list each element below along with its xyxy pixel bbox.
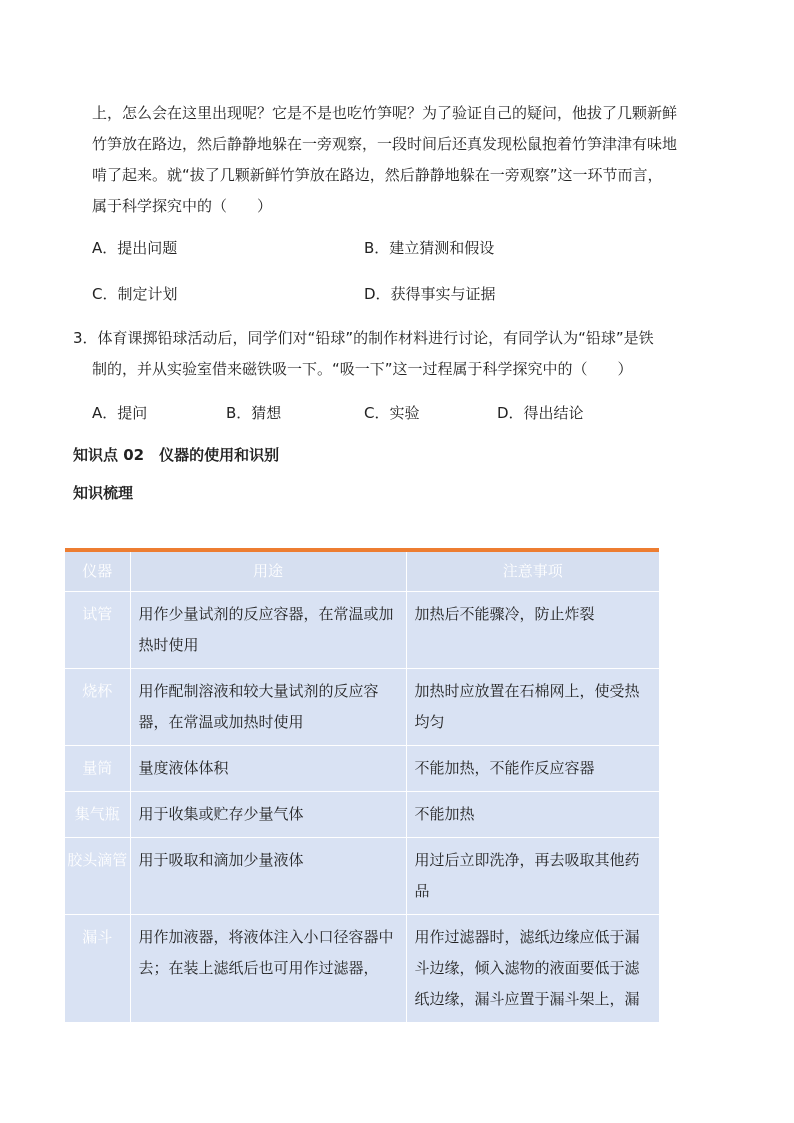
- question-2-option-b: B．建立猜测和假设: [364, 239, 495, 257]
- table-row: [65, 915, 659, 1023]
- instrument-note: 用过后立即洗净，再去吸取其他药品: [406, 838, 659, 915]
- section-title: 知识点 02 仪器的使用和识别: [73, 446, 280, 464]
- instrument-note: 加热后不能骤冷，防止炸裂: [406, 592, 659, 669]
- instrument-note: 不能加热，不能作反应容器: [406, 746, 659, 792]
- instrument-name: 量筒: [65, 746, 130, 792]
- instrument-name: 集气瓶: [65, 792, 130, 838]
- instrument-use: 用作少量试剂的反应容器，在常温或加热时使用: [130, 592, 406, 669]
- header-instrument: 仪器: [65, 550, 130, 592]
- instrument-note: 不能加热: [406, 792, 659, 838]
- table-row: [65, 669, 659, 746]
- question-3-option-c: C．实验: [364, 404, 420, 422]
- question-2-option-a: A．提出问题: [92, 239, 178, 257]
- table-row: [65, 746, 659, 792]
- table-header-row: [65, 550, 659, 592]
- question-2-line: 上，怎么会在这里出现呢？它是不是也吃竹笋呢？为了验证自己的疑问，他拔了几颗新鲜: [92, 104, 678, 122]
- question-3-stem: [73, 323, 733, 385]
- instrument-name: 试管: [65, 592, 130, 669]
- question-3-line: 3．体育课掷铅球活动后，同学们对“铅球”的制作材料进行讨论，有同学认为“铅球”是铁: [73, 329, 654, 347]
- instrument-name: 漏斗: [65, 915, 130, 1023]
- header-notes: 注意事项: [406, 550, 659, 592]
- table-row: [65, 838, 659, 915]
- instrument-use: 用于收集或贮存少量气体: [130, 792, 406, 838]
- instrument-use: 量度液体体积: [130, 746, 406, 792]
- instrument-note: 加热时应放置在石棉网上，使受热均匀: [406, 669, 659, 746]
- question-3-option-b: B．猜想: [226, 404, 282, 422]
- section-subtitle: 知识梳理: [73, 484, 134, 502]
- question-3-option-a: A．提问: [92, 404, 148, 422]
- instrument-name: 胶头滴管: [65, 838, 130, 915]
- question-2-option-c: C．制定计划: [92, 285, 178, 303]
- instrument-use: 用作配制溶液和较大量试剂的反应容器，在常温或加热时使用: [130, 669, 406, 746]
- header-use: 用途: [130, 550, 406, 592]
- instrument-note: 用作过滤器时，滤纸边缘应低于漏斗边缘，倾入滤物的液面要低于滤纸边缘，漏斗应置于漏斗架上，漏: [406, 915, 659, 1023]
- table-row: [65, 792, 659, 838]
- question-2-line: 属于科学探究中的（ ）: [92, 197, 273, 215]
- question-3-line: 制的，并从实验室借来磁铁吸一下。“吸一下”这一过程属于科学探究中的（ ）: [92, 360, 633, 378]
- question-3-option-d: D．得出结论: [497, 404, 584, 422]
- table-row: [65, 592, 659, 669]
- question-2-line: 啃了起来。就“拔了几颗新鲜竹笋放在路边，然后静静地躲在一旁观察”这一环节而言，: [92, 166, 663, 184]
- instrument-use: 用作加液器，将液体注入小口径容器中去；在装上滤纸后也可用作过滤器，: [130, 915, 406, 1023]
- instrument-name: 烧杯: [65, 669, 130, 746]
- instrument-table: [65, 548, 659, 1023]
- question-2-stem: [92, 98, 732, 222]
- question-2-option-d: D．获得事实与证据: [364, 285, 496, 303]
- page-bottom-margin: [65, 1022, 665, 1123]
- question-2-line: 竹笋放在路边，然后静静地躲在一旁观察，一段时间后还真发现松鼠抱着竹笋津津有味地: [92, 135, 678, 153]
- instrument-use: 用于吸取和滴加少量液体: [130, 838, 406, 915]
